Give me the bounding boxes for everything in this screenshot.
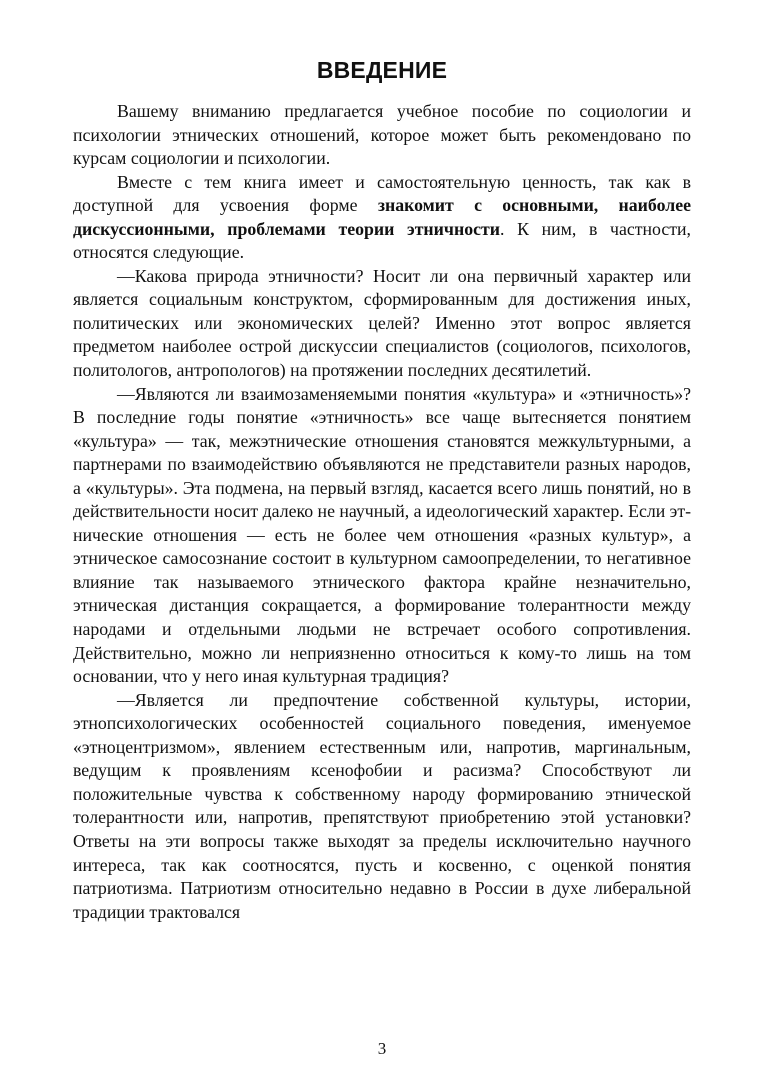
bold-emphasis: знакомит с основными, наиболее дискуссионными, проблемами теории этничности [73,195,691,239]
paragraph-intro: Вашему вниманию предлагается учебное пособие по социологии и психологии этнических отношений, которое может быть рекомендовано по курсам социологии и психологии. [73,101,691,169]
paragraph-question-culture: —Являются ли взаимозаменяемыми понятия «культура» и «этничность»? В последние годы понятие «этничность» все чаще вытесняется понятием «культура» — так, межэтнические отношения становятся межкультурными, а партнерами по взаимодействию объявляются не представители разных народов, а «культуры». Эта подмена, на первый взгляд, касается всего лишь понятий, но в действительности носит далеко не научный, а идеологический характер. Если этнические отношения — есть не более чем отношения «разных культур», а этническое самосознание состоит в культурном самоопределении, то негативное влияние так называемого этнического фактора крайне незначительно, этническая дистанция сокращается, а формирование толерантности между народами и отдельными людьми не встречает особого сопротивления. Действительно, можно ли неприязненно относиться к кому-то лишь на том основании, что у него иная культурная традиция? [73,383,692,687]
page-number: 3 [377,1039,387,1058]
paragraph-question-ethnocentrism: —Является ли предпочтение собственной культуры, истории, этнопсихологических особенностей социального поведения, именуемое «этноцентризмом», явлением естественным или, напротив, маргинальным, ведущим к проявлениям ксенофобии и расизма? Способствуют ли положительные чувства к собственному народу формированию этнической толерантности или, напротив, препятствуют приобретению этой установки? Ответы на эти вопросы также выходят за пределы исключительно научного интереса, так как соотносятся, пусть и косвенно, с оценкой понятия патриотизма. Патриотизм относительно недавно в России в духе либеральной традиции трактовался [73,689,691,922]
paragraph-text: . К ним, в частности, относятся следующие. [73,218,691,263]
document-page [73,0,691,1079]
page-title: ВВЕДЕНИЕ [316,57,448,83]
body-text [73,100,691,924]
paragraph-question-nature: —Какова природа этничности? Носит ли она первичный характер или является социальным конструктом, сформированным для достижения иных, политических или экономических целей? Именно этот вопрос является предметом наиболее острой дискуссии специалистов (социологов, психологов, политологов, антропологов) на протяжении последних десятилетий. [73,265,691,381]
paragraph-book-value [73,171,691,265]
paragraph-text: Вместе с тем книга имеет и самостоятельную ценность, так как в доступной для усвоения форме [73,171,691,216]
